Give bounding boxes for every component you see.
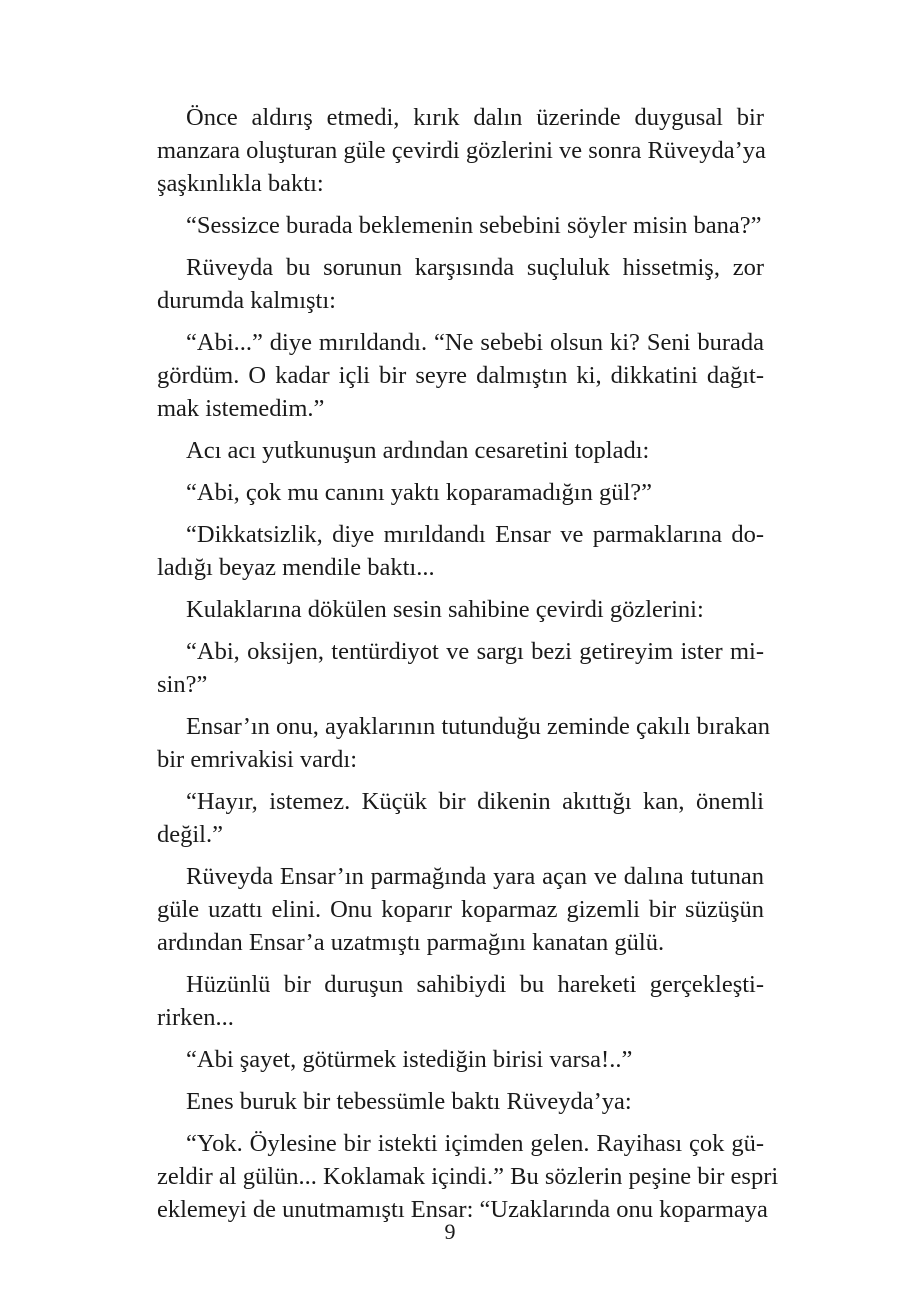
paragraph [157,1085,764,1118]
paragraph [157,434,764,467]
paragraph [157,1043,764,1076]
text-line: rirken... [157,1004,234,1031]
text-line: güle uzattı elini. Onu koparır koparmaz gizemli bir süzüşün [157,896,764,923]
text-line: sin?” [157,671,208,698]
text-line: Önce aldırış etmedi, kırık dalın üzerinde duygusal bir [186,104,764,131]
text-line: “Abi şayet, götürmek istediğin birisi varsa!..” [186,1046,633,1073]
paragraph [157,476,764,509]
text-line: Hüzünlü bir duruşun sahibiydi bu hareketi gerçekleşti- [186,971,764,998]
text-line: değil.” [157,821,223,848]
text-line: “Abi, çok mu canını yaktı koparamadığın gül?” [186,479,653,506]
text-line: Kulaklarına dökülen sesin sahibine çevirdi gözlerini: [186,596,704,623]
text-line: bir emrivakisi vardı: [157,746,358,773]
paragraph [157,1127,779,1226]
paragraph [157,710,770,776]
text-line: zeldir al gülün... Koklamak içindi.” Bu sözlerin peşine bir espri [157,1163,779,1190]
paragraph [157,101,764,200]
text-line: Enes buruk bir tebessümle baktı Rüveyda’ya: [186,1088,632,1115]
paragraph [157,968,764,1034]
text-line: durumda kalmıştı: [157,287,336,314]
text-line: gördüm. O kadar içli bir seyre dalmıştın ki, dikkatini dağıt- [157,362,764,389]
text-line: mak istemedim.” [157,395,325,422]
paragraph [157,518,764,584]
text-line: Rüveyda bu sorunun karşısında suçluluk hissetmiş, zor [186,254,764,281]
page-number: 9 [444,1219,456,1244]
text-line: “Yok. Öylesine bir istekti içimden gelen. Rayihası çok gü- [186,1130,764,1157]
text-line: “Abi, oksijen, tentürdiyot ve sargı bezi getireyim ister mi- [186,638,764,665]
text-line: ladığı beyaz mendile baktı... [157,554,435,581]
text-line: şaşkınlıkla baktı: [157,170,324,197]
text-line: Ensar’ın onu, ayaklarının tutunduğu zeminde çakılı bırakan [186,713,770,740]
text-line: eklemeyi de unutmamıştı Ensar: “Uzaklarında onu koparmaya [157,1196,768,1223]
text-line: manzara oluşturan güle çevirdi gözlerini ve sonra Rüveyda’ya [157,137,766,164]
text-line: “Sessizce burada beklemenin sebebini söyler misin bana?” [186,212,762,239]
paragraph [157,209,764,242]
text-line: “Hayır, istemez. Küçük bir dikenin akıttığı kan, önemli [186,788,764,815]
paragraph [157,326,764,425]
text-line: “Dikkatsizlik, diye mırıldandı Ensar ve parmaklarına do- [186,521,764,548]
text-line: Acı acı yutkunuşun ardından cesaretini topladı: [186,437,650,464]
paragraph [157,635,764,701]
paragraph [157,860,764,959]
paragraph [157,251,764,317]
text-line: ardından Ensar’a uzatmıştı parmağını kanatan gülü. [157,929,665,956]
paragraph [157,785,764,851]
text-line: “Abi...” diye mırıldandı. “Ne sebebi olsun ki? Seni burada [186,329,764,356]
body-text [157,101,779,1235]
paragraph [157,593,764,626]
text-line: Rüveyda Ensar’ın parmağında yara açan ve dalına tutunan [186,863,764,890]
